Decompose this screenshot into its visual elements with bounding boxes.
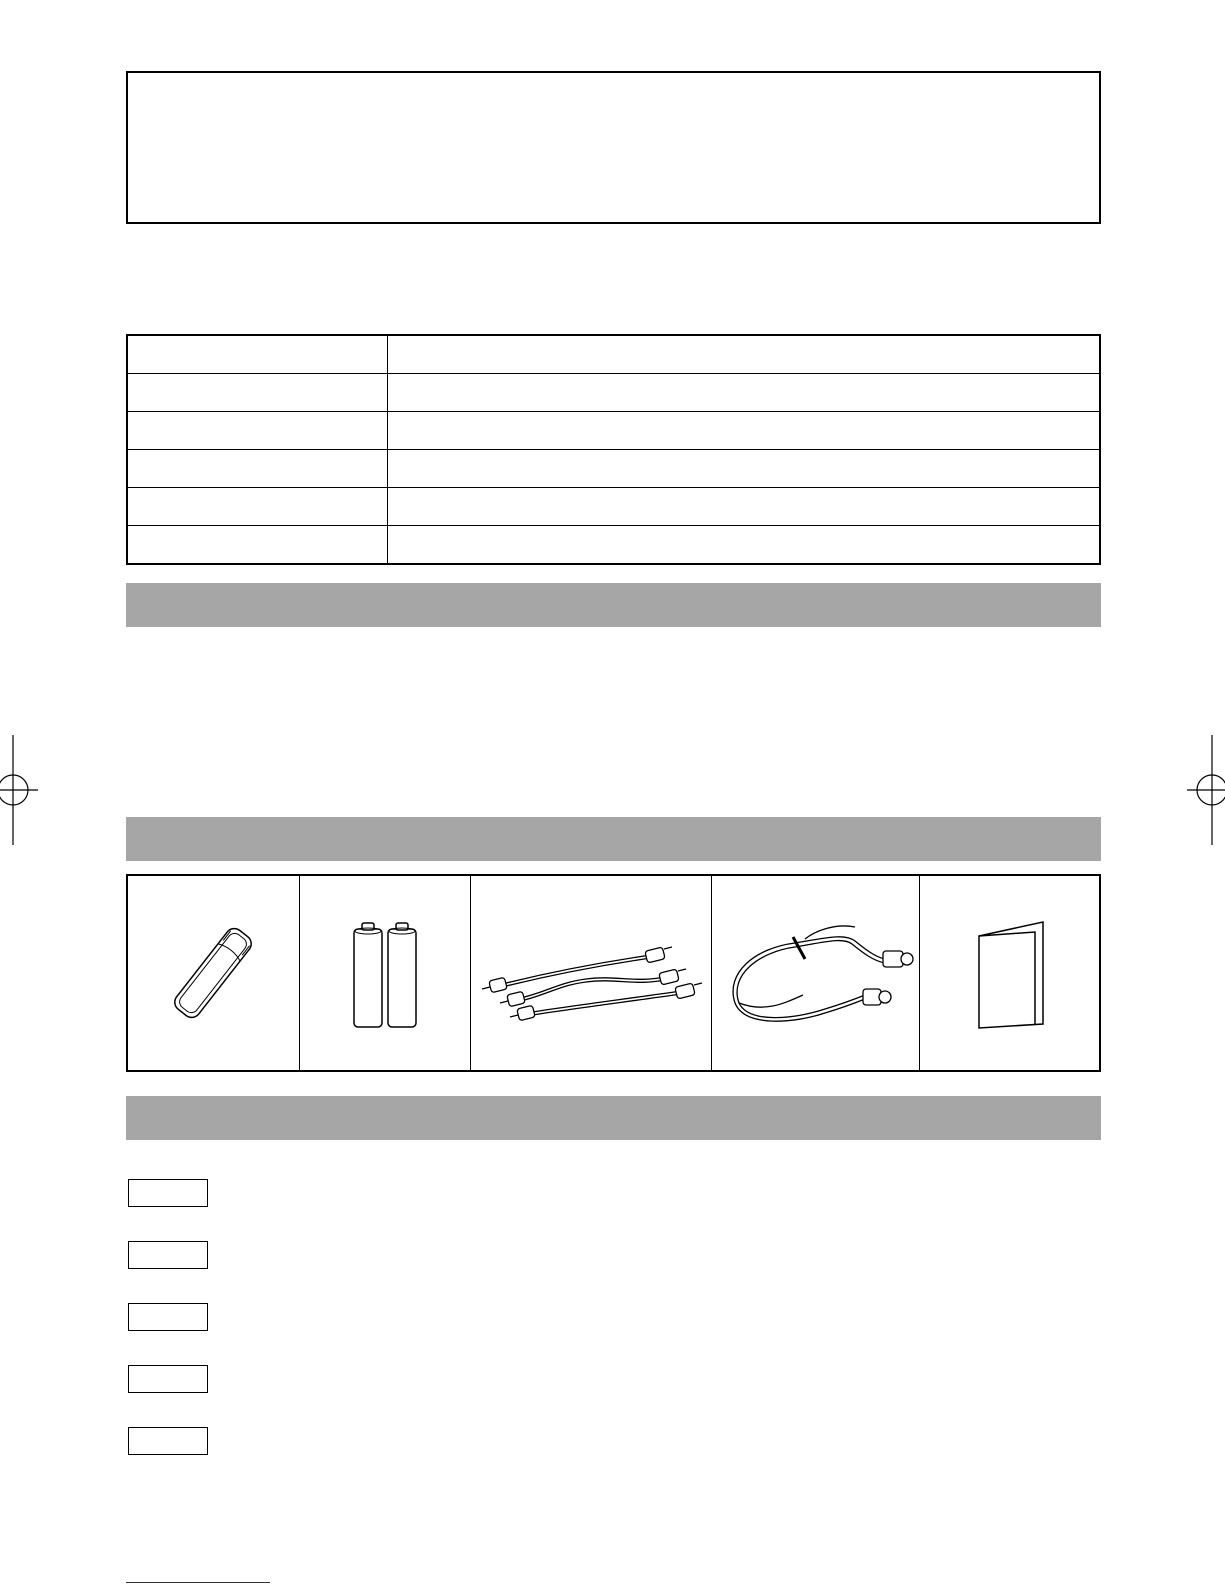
row-value [388, 374, 1101, 412]
table-row [127, 374, 1100, 412]
batteries-icon [340, 913, 430, 1033]
row-label [127, 374, 388, 412]
accessory-cell [920, 876, 1100, 1070]
row-value [388, 450, 1101, 488]
accessory-cell [712, 876, 919, 1070]
symbol-box [128, 1303, 208, 1331]
rf-coaxial-cable-icon [715, 903, 915, 1043]
row-label [127, 335, 388, 374]
accessory-cell [300, 876, 472, 1070]
row-label [127, 488, 388, 526]
registration-mark-right [1185, 735, 1225, 845]
table-row [127, 412, 1100, 450]
row-value [388, 526, 1101, 565]
row-label [127, 526, 388, 565]
table-row [127, 450, 1100, 488]
row-value [388, 412, 1101, 450]
row-value [388, 335, 1101, 374]
section-header-band [126, 1096, 1101, 1140]
symbol-box [128, 1365, 208, 1393]
section-header-band [126, 817, 1101, 861]
accessories-box [126, 874, 1101, 1072]
table-row [127, 526, 1100, 565]
row-label [127, 412, 388, 450]
registration-mark-left [0, 735, 40, 845]
notice-box [126, 71, 1101, 224]
rca-av-cables-icon [476, 913, 706, 1033]
accessory-cell [128, 876, 300, 1070]
table-row [127, 488, 1100, 526]
spec-table [126, 334, 1101, 565]
owners-manual-icon [959, 908, 1059, 1038]
bottom-rule [126, 1582, 270, 1583]
symbol-box [128, 1241, 208, 1269]
remote-control-icon [153, 913, 273, 1033]
row-label [127, 450, 388, 488]
section-header-band [126, 583, 1101, 627]
row-value [388, 488, 1101, 526]
symbol-box [128, 1427, 208, 1455]
symbol-box [128, 1179, 208, 1207]
table-row [127, 335, 1100, 374]
accessory-cell [471, 876, 712, 1070]
